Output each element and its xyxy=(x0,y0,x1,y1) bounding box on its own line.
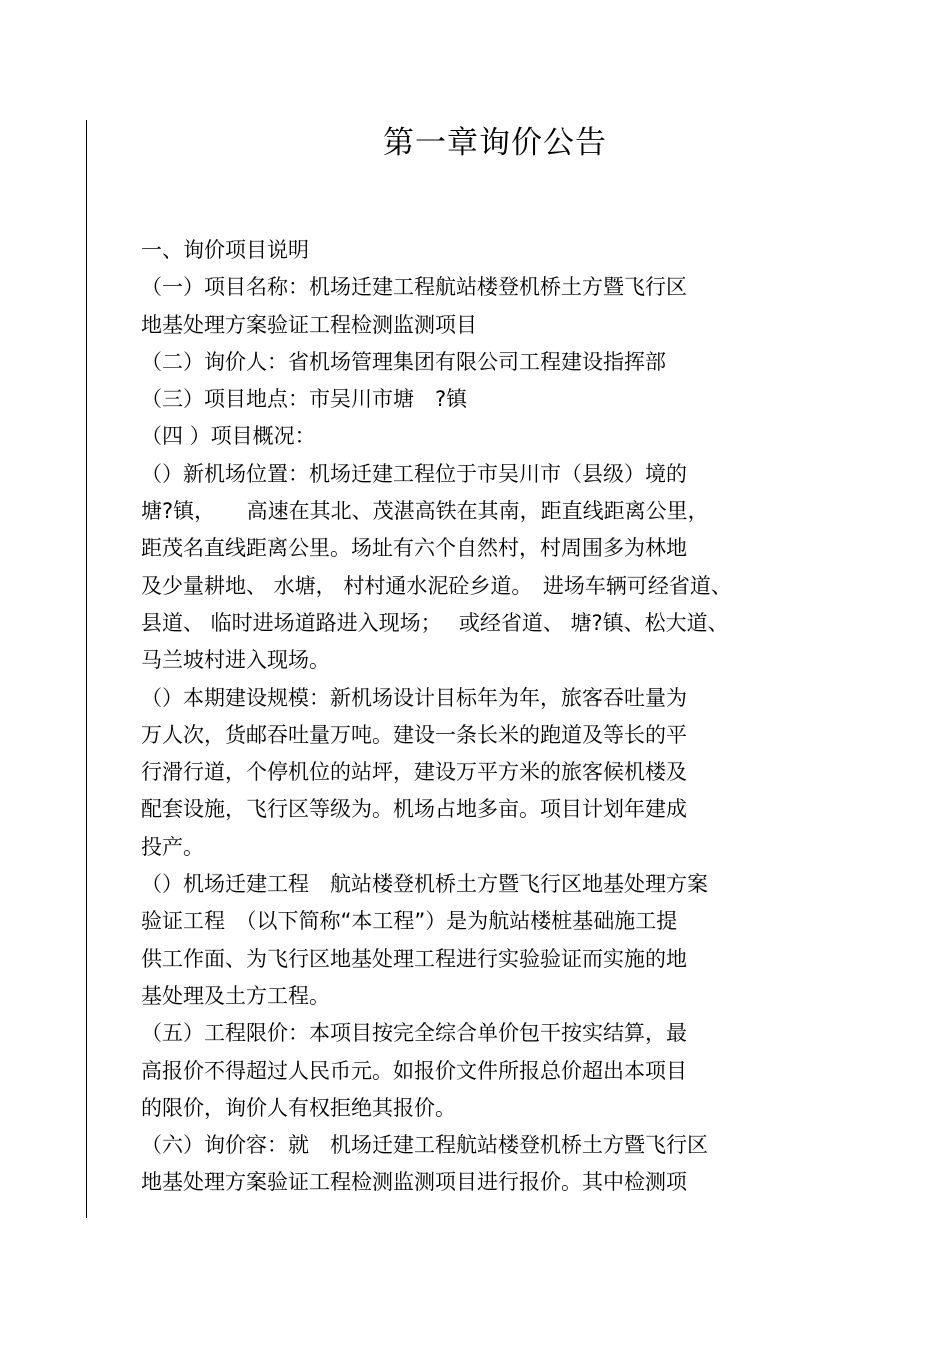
text-line: （六）询价容：就 机场迁建工程航站楼登机桥土方暨飞行区 xyxy=(141,1133,708,1158)
text-line: （四 ）项目概况： xyxy=(141,424,316,449)
text-line: （）新机场位置：机场迁建工程位于市吴川市（县级）境的 xyxy=(141,461,687,486)
text-line: 及少量耕地、 水塘， 村村通水泥砼乡道。 进场车辆可经省道、 xyxy=(141,573,732,598)
text-line: 地基处理方案验证工程检测监测项目 xyxy=(141,312,477,337)
text-line: （）本期建设规模：新机场设计目标年为年，旅客吞吐量为 xyxy=(141,685,687,710)
text-line: 高报价不得超过人民币元。如报价文件所报总价超出本项目 xyxy=(141,1058,687,1083)
text-line: 行滑行道，个停机位的站坪，建设万平方米的旅客候机楼及 xyxy=(141,760,687,785)
page-title: 第一章询价公告 xyxy=(383,125,607,161)
text-line: （五）工程限价：本项目按完全综合单价包干按实结算，最 xyxy=(141,1021,687,1046)
text-line: （三）项目地点：市吴川市塘 ?镇 xyxy=(141,387,468,412)
text-line: 验证工程 （以下简称“本工程”）是为航站楼桩基础施工提 xyxy=(141,909,678,934)
text-line: 塘?镇， 高速在其北、茂湛高铁在其南，距直线距离公里， xyxy=(141,499,709,524)
text-line: 的限价，询价人有权拒绝其报价。 xyxy=(141,1095,456,1120)
text-line: 供工作面、为飞行区地基处理工程进行实验验证而实施的地 xyxy=(141,946,687,971)
text-line: 一、询价项目说明 xyxy=(141,238,309,262)
text-line: 投产。 xyxy=(141,834,204,859)
text-line: 马兰坡村进入现场。 xyxy=(141,648,330,673)
text-line: （二）询价人：省机场管理集团有限公司工程建设指挥部 xyxy=(141,349,666,374)
text-line: （一）项目名称：机场迁建工程航站楼登机桥土方暨飞行区 xyxy=(141,275,687,300)
text-line: （）机场迁建工程 航站楼登机桥土方暨飞行区地基处理方案 xyxy=(141,872,708,897)
text-line: 基处理及土方工程。 xyxy=(141,983,330,1008)
body-text xyxy=(141,232,841,1202)
text-line: 配套设施，飞行区等级为。机场占地多亩。项目计划年建成 xyxy=(141,797,687,822)
text-line: 距茂名直线距离公里。场址有六个自然村，村周围多为林地 xyxy=(141,536,687,561)
text-line: 县道、 临时进场道路进入现场； 或经省道、 塘?镇、松大道、 xyxy=(141,610,729,635)
text-line: 地基处理方案验证工程检测监测项目进行报价。其中检测项 xyxy=(141,1170,687,1195)
text-line: 万人次，货邮吞吐量万吨。建设一条长米的跑道及等长的平 xyxy=(141,722,687,747)
margin-rule xyxy=(86,120,87,1218)
